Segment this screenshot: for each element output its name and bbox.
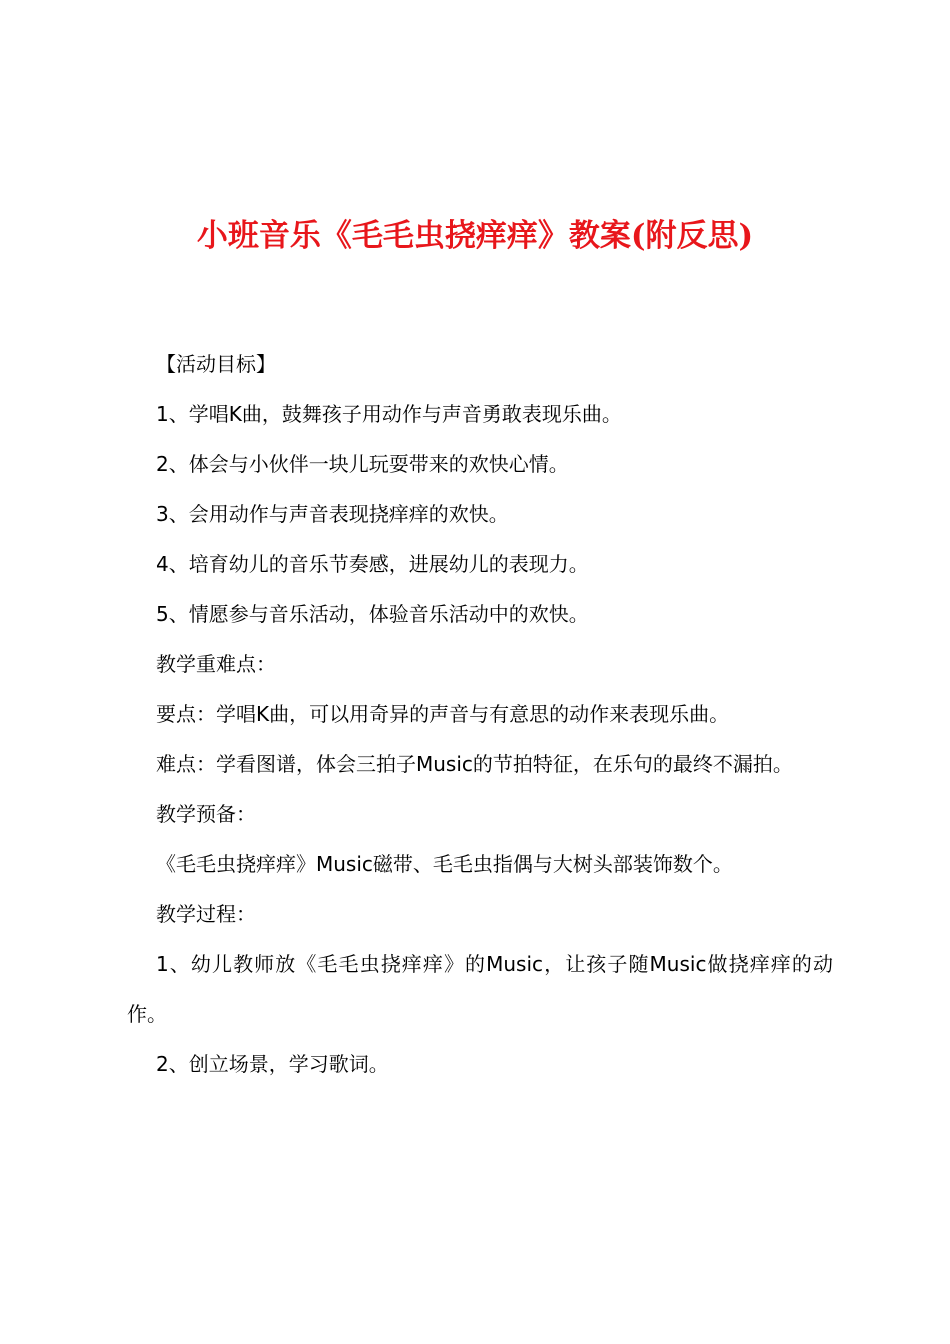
goal-item-4: 4、培育幼儿的音乐节奏感，进展幼儿的表现力。 xyxy=(156,552,589,576)
goal-item-3: 3、会用动作与声音表现挠痒痒的欢快。 xyxy=(156,502,509,526)
goal-item-1: 1、学唱K曲，鼓舞孩子用动作与声音勇敢表现乐曲。 xyxy=(156,402,622,426)
key-point-paragraph: 要点：学唱K曲，可以用奇异的声音与有意思的动作来表现乐曲。 xyxy=(156,702,730,726)
goal-item-2: 2、体会与小伙伴一块儿玩耍带来的欢快心情。 xyxy=(156,452,569,476)
process-step-1: 1、幼儿教师放《毛毛虫挠痒痒》的Music，让孩子随Music做挠痒痒的动作。 xyxy=(127,952,833,1026)
section-heading-preparation: 教学预备： xyxy=(156,802,256,826)
section-heading-goals: 【活动目标】 xyxy=(156,352,276,376)
section-heading-key-points: 教学重难点： xyxy=(156,652,276,676)
process-step-2: 2、创立场景，学习歌词。 xyxy=(156,1052,389,1076)
difficulty-paragraph: 难点：学看图谱，体会三拍子Music的节拍特征，在乐句的最终不漏拍。 xyxy=(156,752,793,776)
section-heading-process: 教学过程： xyxy=(156,902,256,926)
goal-item-5: 5、情愿参与音乐活动，体验音乐活动中的欢快。 xyxy=(156,602,589,626)
document-body xyxy=(127,339,833,1089)
preparation-paragraph: 《毛毛虫挠痒痒》Music磁带、毛毛虫指偶与大树头部装饰数个。 xyxy=(156,852,733,876)
document-title: 小班音乐《毛毛虫挠痒痒》教案(附反思) xyxy=(196,218,754,254)
